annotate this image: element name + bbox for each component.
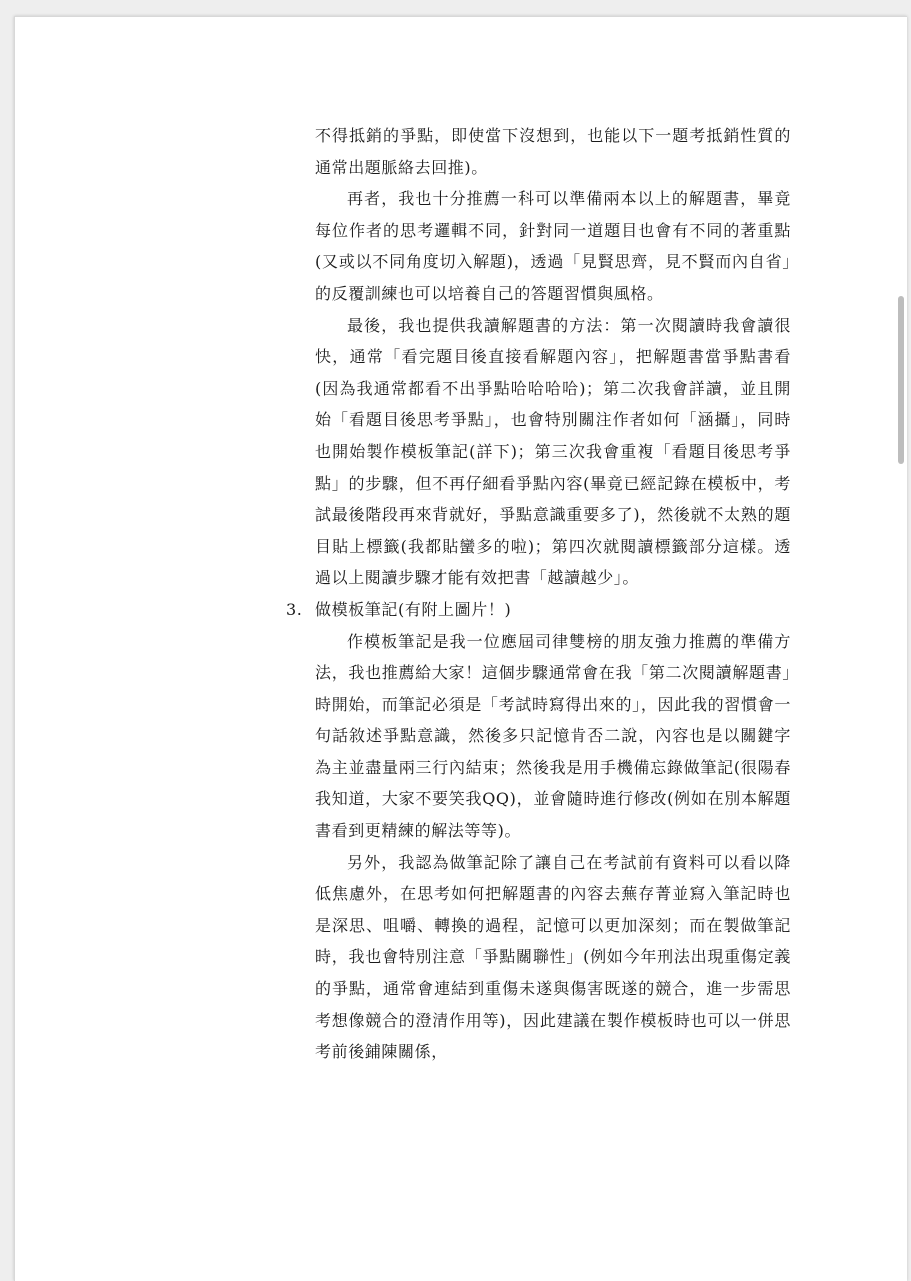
paragraph-template-notes: 作模板筆記是我一位應屆司律雙榜的朋友強力推薦的準備方法，我也推薦給大家！這個步驟通常會在我「第二次閱讀解題書」時開始，而筆記必須是「考試時寫得出來的」，因此我的習慣會一句話敘述爭點意識，然後多只記憶肯否二說，內容也是以關鍵字為主並盡量兩三行內結束；然後我是用手機備忘錄做筆記(很陽春我知道，大家不要笑我QQ)，並會隨時進行修改(例如在別本解題書看到更精練的解法等等)。 xyxy=(315,631,791,841)
section-number: 3. xyxy=(286,599,303,619)
paragraph-reading-method: 最後，我也提供我讀解題書的方法：第一次閱讀時我會讀很快，通常「看完題目後直接看解題內容」，把解題書當爭點書看(因為我通常都看不出爭點哈哈哈哈)；第二次我會詳讀，並且開始「看題目後思考爭點」，也會特別關注作者如何「涵攝」，同時也開始製作模板筆記(詳下)；第三次我會重複「看題目後思考爭點」的步驟，但不再仔細看爭點內容(畢竟已經記錄在模板中，考試最後階段再來背就好，爭點意識重要多了)，然後就不太熟的題目貼上標籤(我都貼蠻多的啦)；第四次就閱讀標籤部分這樣。透過以上閱讀步驟才能有效把書「越讀越少」。 xyxy=(315,315,791,588)
section-heading xyxy=(286,594,791,626)
paragraph-continued: 不得抵銷的爭點，即使當下沒想到，也能以下一題考抵銷性質的通常出題脈絡去回推)。 xyxy=(315,126,791,177)
scrollbar-thumb[interactable] xyxy=(898,296,904,464)
document-body xyxy=(286,120,791,1068)
paragraph-recommend-books: 再者，我也十分推薦一科可以準備兩本以上的解題書，畢竟每位作者的思考邏輯不同，針對同一道題目也會有不同的著重點(又或以不同角度切入解題)，透過「見賢思齊，見不賢而內自省」的反覆訓練也可以培養自己的答題習慣與風格。 xyxy=(315,189,791,303)
document-page xyxy=(14,16,907,1281)
section-title: 做模板筆記(有附上圖片！) xyxy=(315,599,512,619)
paragraph-notes-benefits: 另外，我認為做筆記除了讓自己在考試前有資料可以看以降低焦慮外，在思考如何把解題書的內容去蕪存菁並寫入筆記時也是深思、咀嚼、轉換的過程，記憶可以更加深刻；而在製做筆記時，我也會特別注意「爭點關聯性」(例如今年刑法出現重傷定義的爭點，通常會連結到重傷未遂與傷害既遂的競合，進一步需思考想像競合的澄清作用等)，因此建議在製作模板時也可以一併思考前後鋪陳關係， xyxy=(315,852,791,1062)
